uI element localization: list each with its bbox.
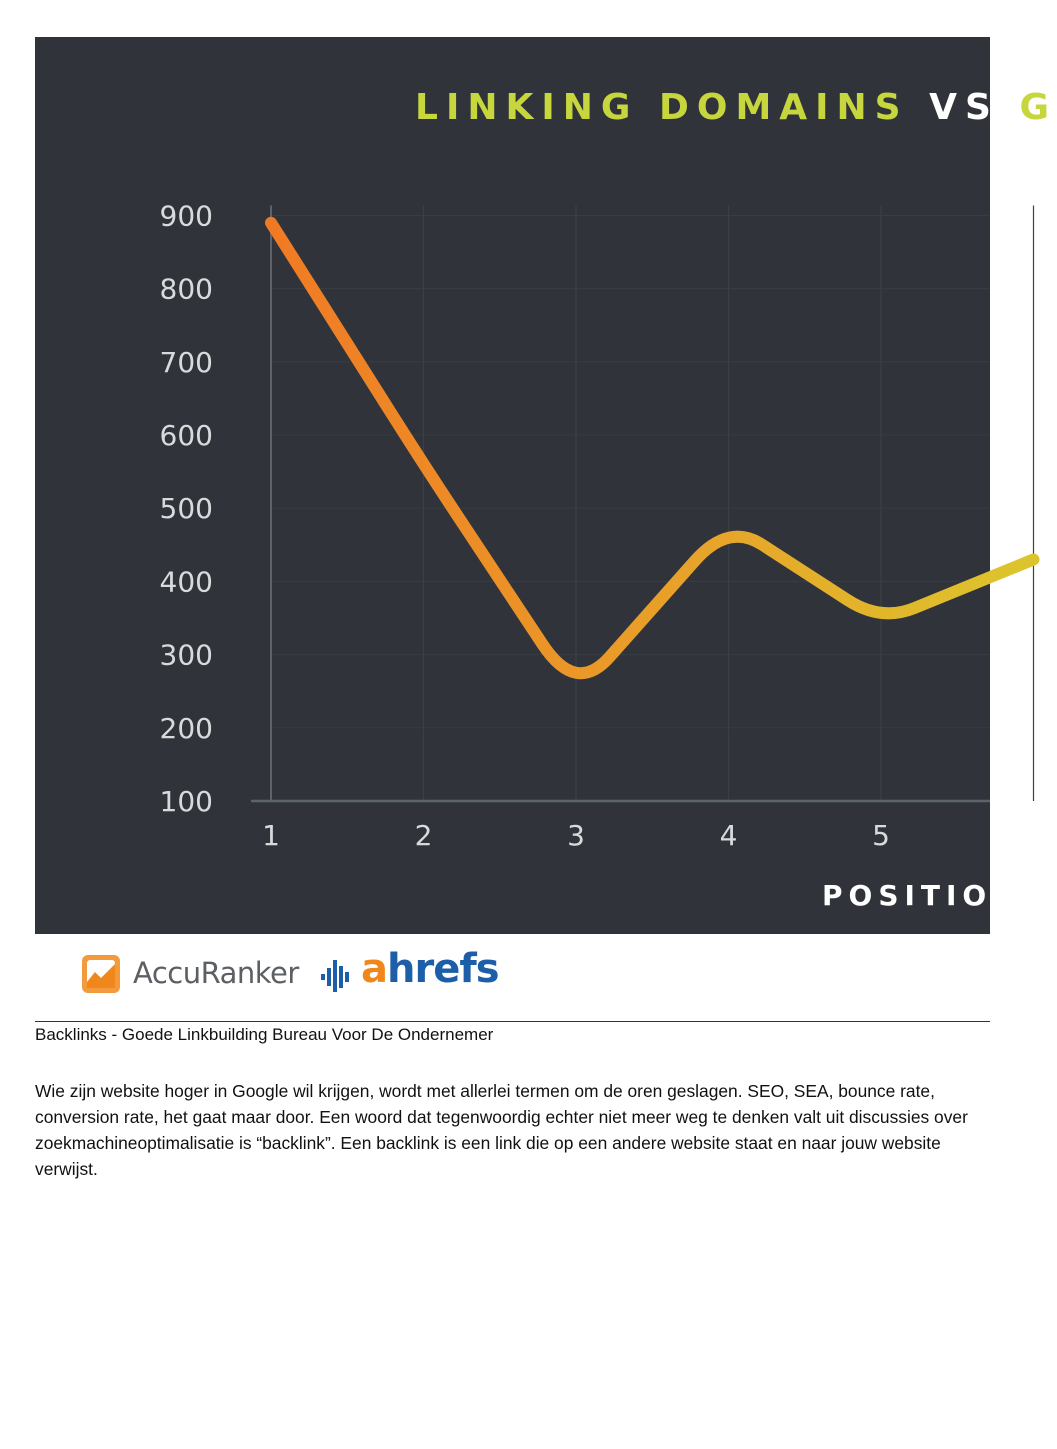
x-tick-label: 5 — [872, 819, 890, 852]
y-tick-label: 300 — [159, 638, 213, 672]
caption-divider — [35, 1021, 990, 1022]
series-line — [271, 223, 1034, 673]
chart-figure — [35, 37, 1057, 934]
chart-title-part2: VS — [929, 87, 999, 128]
y-tick-label: 100 — [159, 785, 213, 818]
figure-caption: Backlinks - Goede Linkbuilding Bureau Voor De Ondernemer — [35, 1025, 494, 1044]
chart-title-part1: LINKING DOMAINS — [415, 87, 909, 128]
x-tick-label: 3 — [567, 819, 585, 852]
logo-strip — [35, 934, 990, 1020]
accuranker-logo-text: AccuRanker — [133, 956, 299, 990]
y-tick-label: 400 — [159, 565, 213, 599]
y-tick-label: 600 — [159, 419, 213, 453]
ahrefs-logo-icon — [320, 958, 350, 994]
ahrefs-logo-text — [361, 946, 499, 992]
ahrefs-logo-rest: hrefs — [387, 946, 499, 992]
x-tick-label: 4 — [719, 819, 738, 852]
y-tick-label: 900 — [159, 199, 213, 233]
x-tick-label: 1 — [262, 819, 280, 852]
line-chart — [35, 37, 1022, 934]
y-tick-label: 500 — [159, 492, 213, 526]
y-tick-label: 200 — [159, 711, 213, 745]
x-tick-label: 2 — [414, 819, 433, 852]
x-axis-label: POSITION — [822, 879, 1022, 912]
ahrefs-logo-a: a — [361, 946, 387, 992]
body-paragraph: Wie zijn website hoger in Google wil krijgen, wordt met allerlei termen om de oren geslagen. SEO, SEA, bounce rate, conversion rate, het gaat maar door. Een woord dat tegenwoordig echter niet meer weg te denken valt uit discussies over zoekmachineoptimalisatie is “backlink”. Een backlink is een link die op een andere website staat en naar jouw website verwijst. — [35, 1081, 968, 1179]
y-tick-label: 800 — [159, 272, 213, 306]
y-tick-label: 700 — [159, 345, 213, 379]
chart-title-part3: G — [1019, 87, 1057, 128]
accuranker-logo-icon — [81, 954, 121, 994]
